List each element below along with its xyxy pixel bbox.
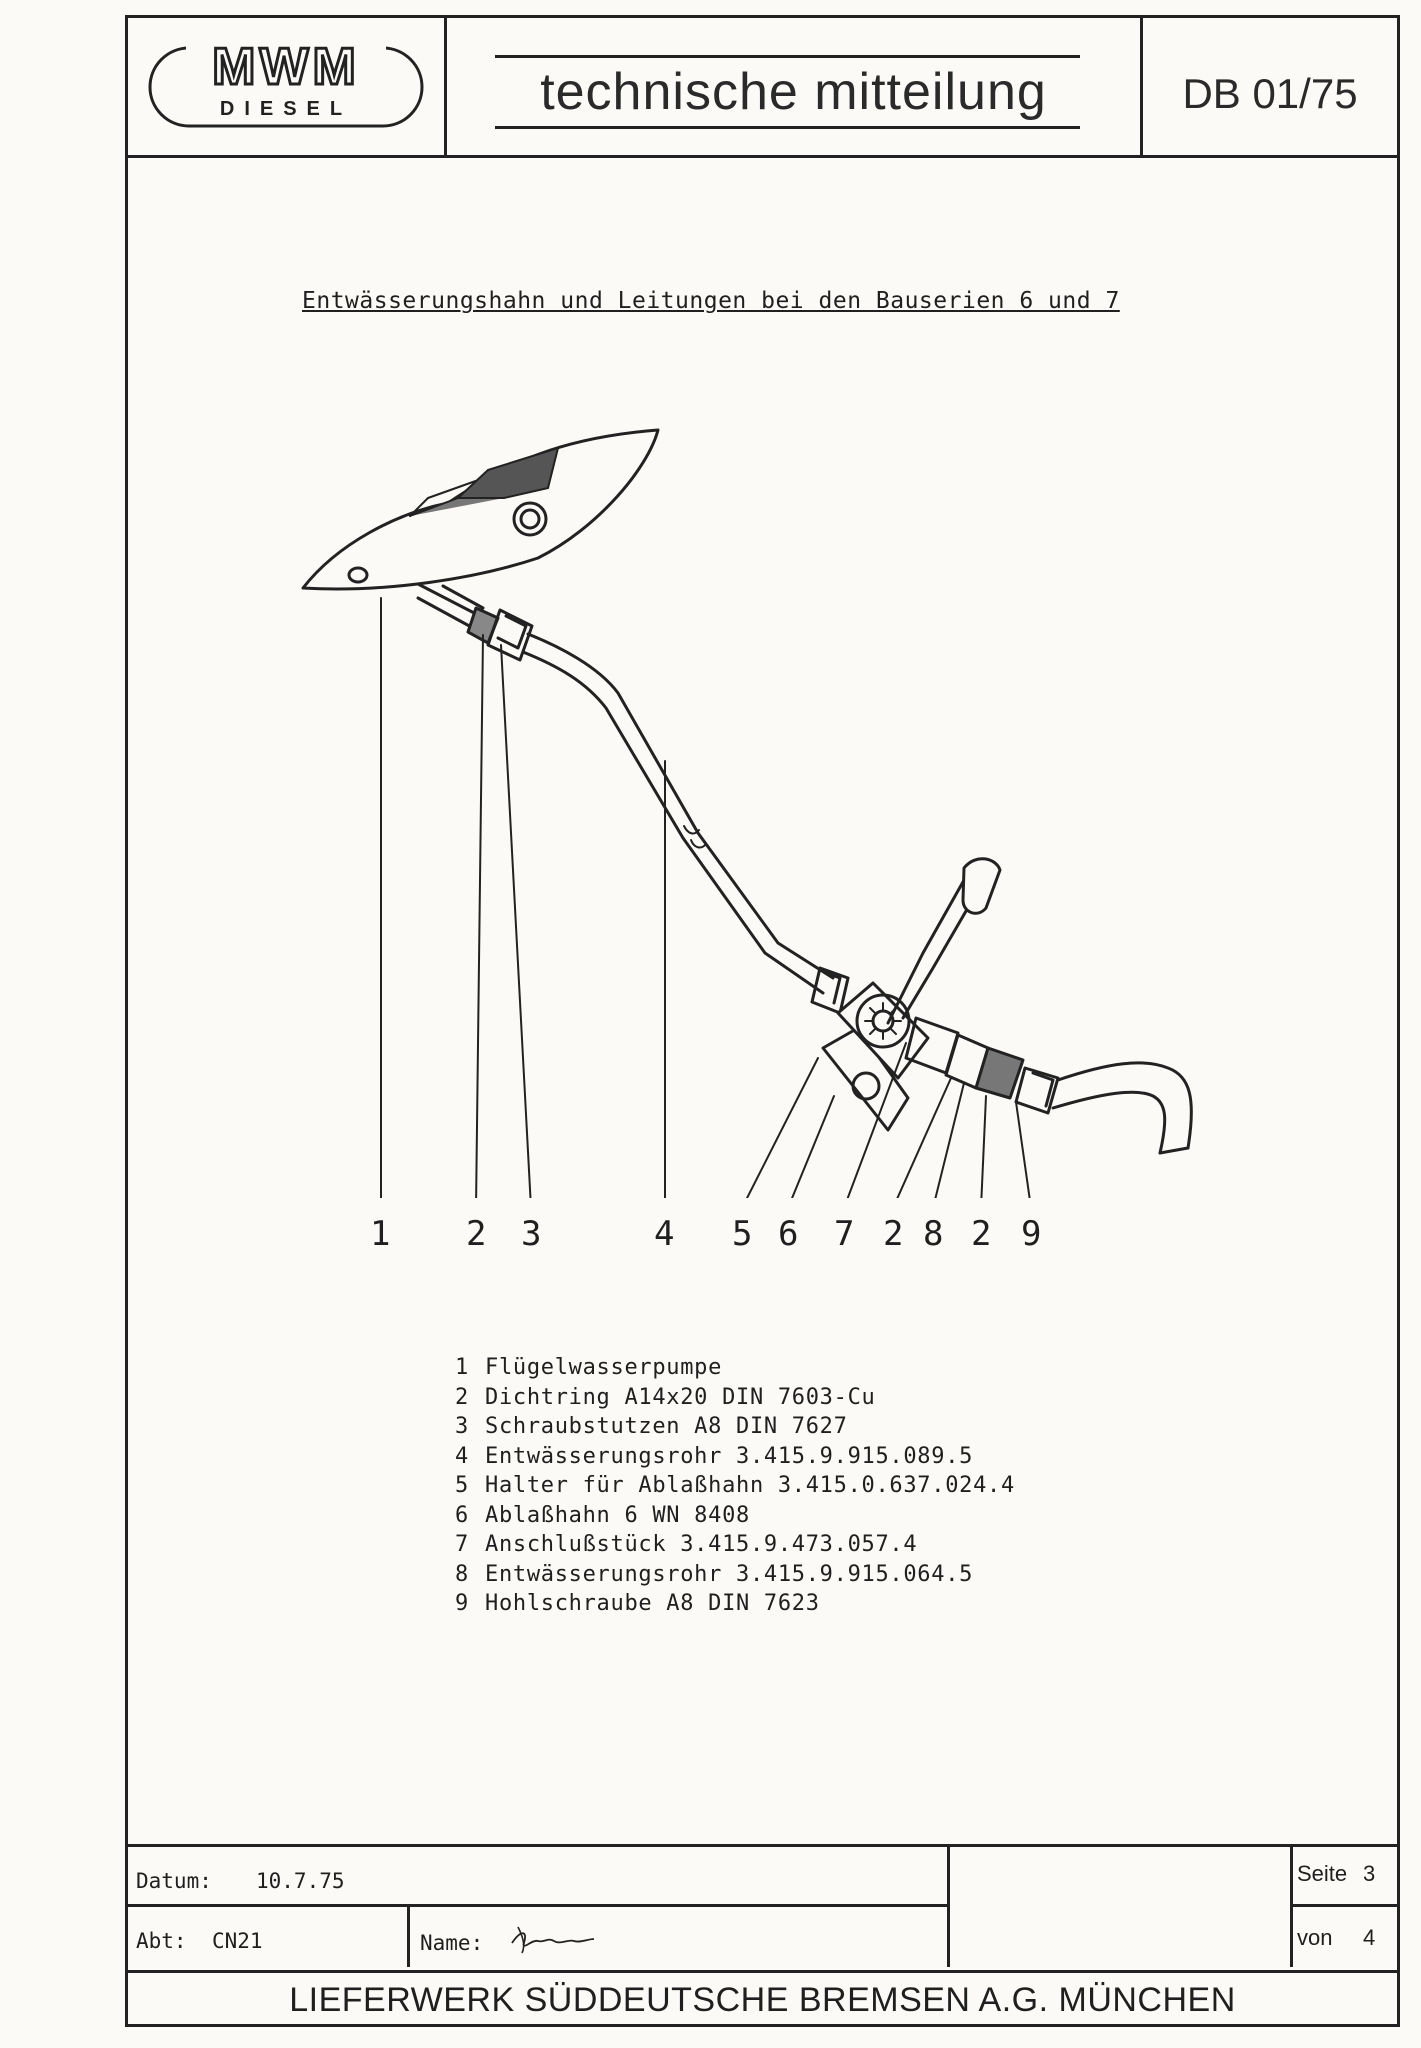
list-item — [455, 1560, 1015, 1590]
part-number: 8 — [455, 1561, 469, 1587]
part-text: Entwässerungsrohr 3.415.9.915.064.5 — [485, 1561, 974, 1587]
footer-grid — [128, 1844, 1397, 1967]
dept-label: Abt: — [136, 1929, 187, 1953]
list-item — [455, 1383, 1015, 1413]
date-label: Datum: — [136, 1869, 212, 1893]
page-total-cell — [1293, 1907, 1397, 1967]
page-label: Seite — [1297, 1861, 1348, 1886]
logo-text-mwm: MWM — [212, 38, 360, 96]
name-label: Name: — [420, 1931, 484, 1955]
part-number: 1 — [455, 1355, 469, 1380]
part-text: Dichtring A14x20 DIN 7603-Cu — [485, 1384, 876, 1410]
logo-cell — [128, 18, 447, 158]
part-text: Entwässerungsrohr 3.415.9.915.089.5 — [485, 1443, 974, 1469]
callout-3: 3 — [521, 1214, 542, 1254]
document-title: technische mitteilung — [540, 63, 1047, 121]
blank-cell — [950, 1847, 1293, 1967]
date-value: 10.7.75 — [256, 1869, 345, 1893]
callout-5: 5 — [732, 1214, 753, 1254]
part-text: Schraubstutzen A8 DIN 7627 — [485, 1414, 848, 1439]
list-item — [455, 1501, 1015, 1531]
list-item — [455, 1530, 1015, 1560]
part-number: 7 — [455, 1532, 469, 1557]
part-text: Halter für Ablaßhahn 3.415.0.637.024.4 — [485, 1473, 1015, 1498]
part-number: 5 — [455, 1473, 469, 1498]
part-number: 2 — [455, 1384, 469, 1410]
title-rule-top — [495, 55, 1080, 58]
date-cell — [128, 1847, 950, 1907]
drawing-subtitle: Entwässerungshahn und Leitungen bei den Bauserien 6 und 7 — [302, 288, 1120, 314]
part-text: Hohlschraube A8 DIN 7623 — [485, 1591, 820, 1616]
callout-7: 7 — [834, 1214, 855, 1254]
list-item — [455, 1412, 1015, 1442]
part-text: Flügelwasserpumpe — [485, 1355, 723, 1380]
document-number: DB 01/75 — [1182, 70, 1358, 117]
document-sheet — [125, 15, 1400, 2027]
signature-mark — [508, 1921, 598, 1957]
list-item — [455, 1442, 1015, 1472]
page-value: 3 — [1363, 1861, 1376, 1886]
outlet-bend — [1053, 1063, 1191, 1153]
list-item — [455, 1353, 1015, 1383]
list-item — [455, 1589, 1015, 1619]
doc-number-cell — [1143, 18, 1397, 158]
part-text: Ablaßhahn 6 WN 8408 — [485, 1502, 750, 1528]
part-number: 4 — [455, 1443, 469, 1469]
leader-lines — [381, 598, 1031, 1198]
of-value: 4 — [1363, 1925, 1376, 1950]
company-name: LIEFERWERK SÜDDEUTSCHE BREMSEN A.G. MÜNCHEN — [128, 1970, 1397, 2024]
callout-1: 1 — [370, 1214, 391, 1254]
pump-shape — [303, 430, 658, 589]
page-cell — [1293, 1847, 1397, 1907]
title-cell — [447, 18, 1143, 158]
of-label: von — [1297, 1925, 1333, 1950]
mwm-diesel-logo — [128, 18, 444, 155]
part-number: 6 — [455, 1502, 469, 1528]
dept-cell — [128, 1907, 410, 1967]
name-cell — [410, 1907, 950, 1967]
callout-6: 6 — [778, 1214, 799, 1254]
valve-assembly — [812, 859, 1058, 1130]
part-number: 3 — [455, 1414, 469, 1439]
callout-4: 4 — [654, 1214, 675, 1254]
callout-8: 8 — [923, 1214, 944, 1254]
title-rule-bottom — [495, 126, 1080, 129]
callout-2b: 2 — [883, 1214, 904, 1254]
dept-value: CN21 — [212, 1929, 263, 1953]
part-number: 9 — [455, 1591, 469, 1616]
logo-text-diesel: DIESEL — [219, 98, 353, 120]
parts-list — [455, 1353, 1015, 1619]
list-item — [455, 1471, 1015, 1501]
callout-9: 9 — [1021, 1214, 1042, 1254]
callout-2c: 2 — [971, 1214, 992, 1254]
callout-2a: 2 — [466, 1214, 487, 1254]
drain-pipe-long — [523, 634, 833, 993]
part-text: Anschlußstück 3.415.9.473.057.4 — [485, 1532, 918, 1557]
technical-drawing — [128, 398, 1397, 1198]
